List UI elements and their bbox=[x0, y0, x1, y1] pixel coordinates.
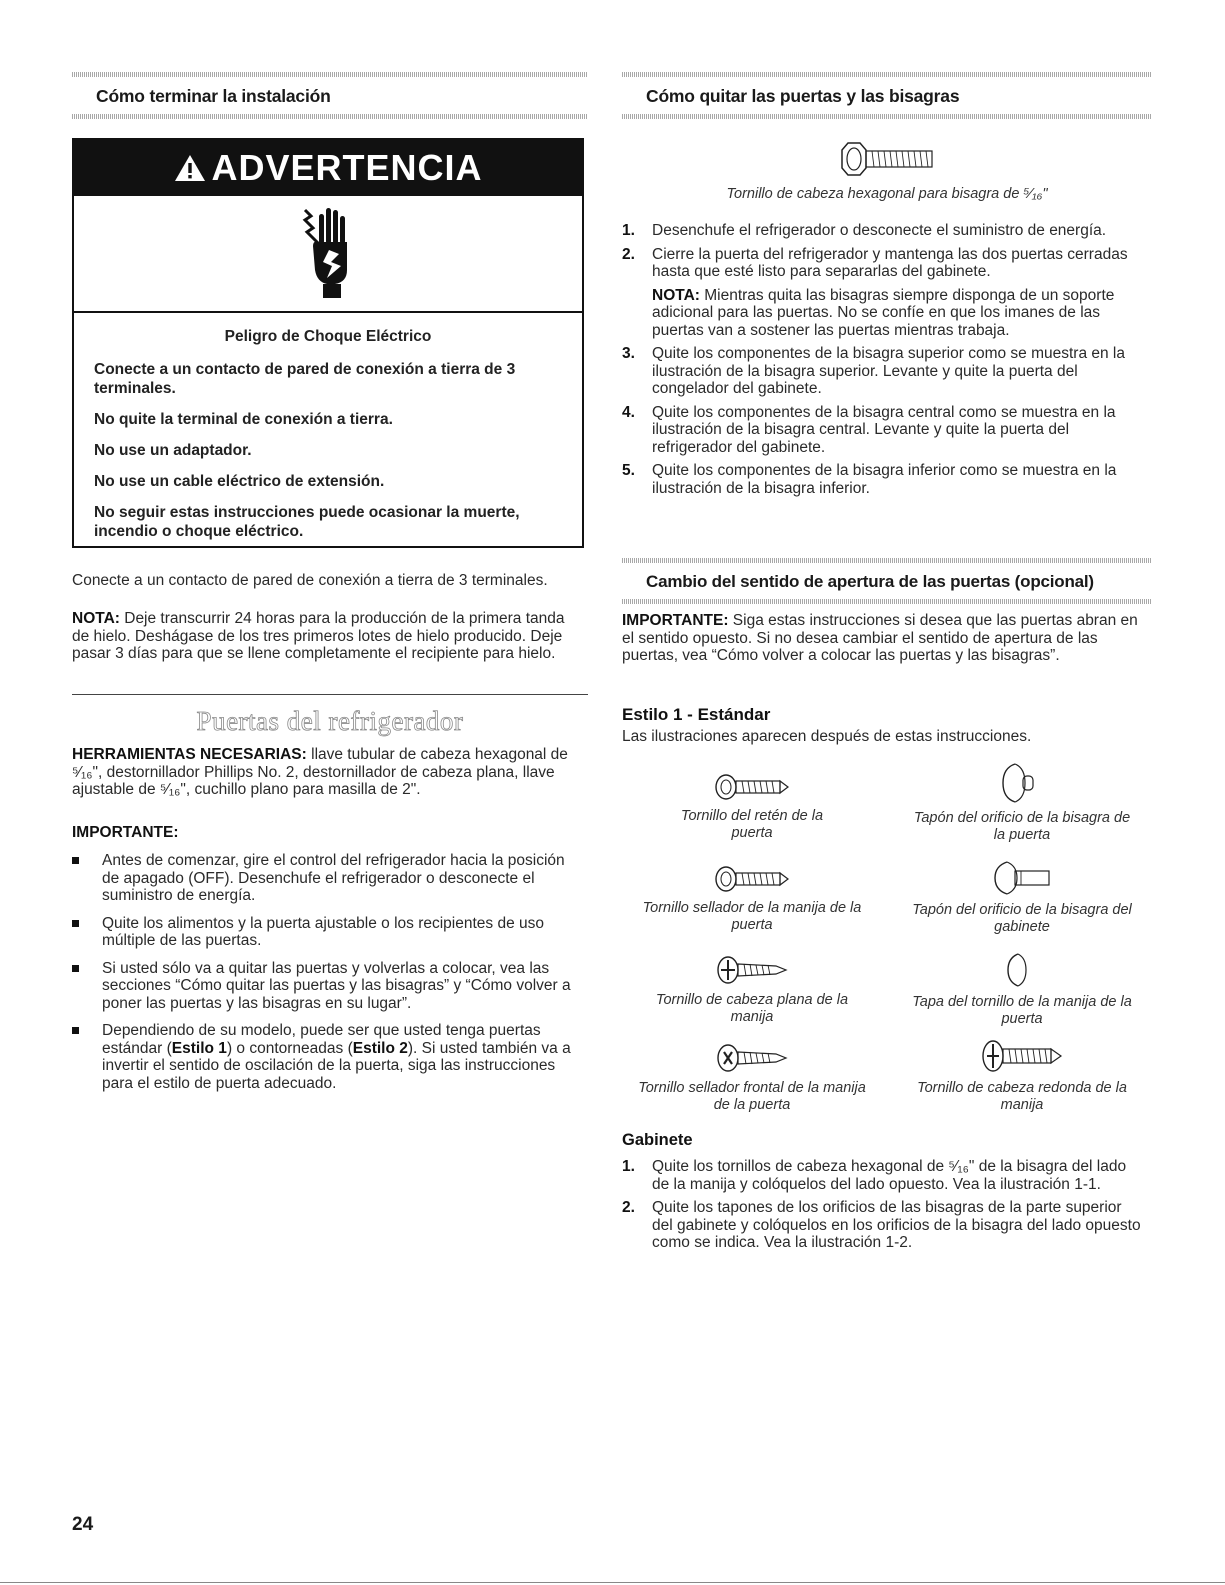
connect-text: Conecte a un contacto de pared de conexión a tierra de 3 terminales. bbox=[72, 572, 548, 589]
step-text: Desenchufe el refrigerador o desconecte el suministro de energía. bbox=[652, 222, 1107, 239]
part-door-stop-screw bbox=[622, 770, 882, 842]
list-item: Antes de comenzar, gire el control del refrigerador hacia la posición de apagado (OFF). Desenchufe el refrigerador o desconecte el suministro de energía. bbox=[72, 852, 584, 905]
warning-triangle-icon bbox=[173, 153, 207, 183]
part-door-hinge-plug bbox=[892, 760, 1152, 844]
important-label: IMPORTANTE: bbox=[622, 612, 729, 629]
list-item: Si usted sólo va a quitar las puertas y volverlas a colocar, vea las secciones “Cómo quitar las puertas y las bisagras” y “Cómo volver a poner las puertas y las bisagras en su lugar”. bbox=[72, 960, 584, 1013]
phillips-screw-icon bbox=[712, 952, 792, 988]
torx-screw-icon bbox=[712, 1040, 792, 1076]
step-text: Quite los tapones de los orificios de las bisagras de la parte superior del gabinete y colóquelos en los orificios de la bisagra del lado opuesto como se indica. Vea la ilustración 1-2. bbox=[652, 1199, 1141, 1251]
hex-bolt-icon bbox=[838, 140, 938, 178]
part-caption: Tornillo del retén de la puerta bbox=[680, 808, 824, 841]
text-span: ). Si usted también va a invertir el sentido de oscilación de la puerta, siga las instrucciones para el estilo de puerta adecuado. bbox=[102, 1039, 571, 1092]
warning-line: No seguir estas instrucciones puede ocasionar la muerte, incendio o choque eléctrico. bbox=[94, 504, 520, 540]
warning-box bbox=[72, 138, 584, 548]
section-header-finish-install bbox=[72, 72, 588, 119]
nota-label: NOTA: bbox=[652, 286, 700, 304]
part-caption: Tornillo de cabeza redonda de la manija bbox=[917, 1080, 1127, 1113]
step-note bbox=[652, 287, 1142, 340]
tools-text: llave tubular de cabeza hexagonal de ⁵⁄₁₆", destornillador Phillips No. 2, destornillador de cabeza plana, llave ajustable de ⁵⁄₁₆", cuchillo plano para masilla de 2". bbox=[72, 746, 568, 798]
list-item bbox=[622, 222, 1142, 240]
reverse-intro bbox=[622, 612, 1142, 665]
bottom-rule bbox=[0, 1582, 1225, 1583]
cabinet-title: Gabinete bbox=[622, 1131, 693, 1149]
screw-cap-icon bbox=[1002, 950, 1042, 990]
important-label: IMPORTANTE: bbox=[72, 824, 179, 841]
page-number: 24 bbox=[72, 1514, 94, 1535]
part-caption: Tornillo de cabeza plana de la manija bbox=[655, 992, 849, 1025]
step-text: Quite los componentes de la bisagra superior como se muestra en la ilustración de la bisagra superior. Levante y quite la puerta del congelador del gabinete. bbox=[652, 345, 1125, 397]
part-caption: Tapa del tornillo de la manija de la puerta bbox=[912, 994, 1132, 1027]
removal-steps bbox=[622, 222, 1142, 503]
warning-title: ADVERTENCIA bbox=[211, 147, 483, 188]
header-rule bbox=[72, 114, 588, 119]
ice-note bbox=[72, 610, 584, 663]
hole-plug-icon bbox=[987, 858, 1057, 898]
style1-label: Estilo 1 bbox=[171, 1039, 227, 1057]
part-handle-screw-cap bbox=[892, 950, 1152, 1028]
step-number: 5. bbox=[622, 462, 635, 479]
tools-label: HERRAMIENTAS NECESARIAS: bbox=[72, 746, 307, 763]
round-head-screw-icon bbox=[977, 1036, 1067, 1076]
part-handle-flat-screw bbox=[622, 952, 882, 1026]
step-text: Cierre la puerta del refrigerador y mantenga las dos puertas cerradas hasta que esté listo para separarlas del gabinete. bbox=[652, 245, 1128, 280]
list-item bbox=[72, 1022, 584, 1092]
reverse-text: Siga estas instrucciones si desea que las puertas abran en el sentido opuesto. Si no desea cambiar el sentido de apertura de las puertas, vea “Cómo volver a colocar las puertas y las bisagras”. bbox=[622, 612, 1138, 664]
section-title: Cambio del sentido de apertura de las puertas (opcional) bbox=[646, 572, 1094, 591]
text-span: Dependiendo de su modelo, puede ser que usted tenga puertas estándar ( bbox=[102, 1022, 541, 1057]
nota-text: Deje transcurrir 24 horas para la producción de la primera tanda de hielo. Deshágase de los tres primeros lotes de hielo producido. Deje pasar 3 días para que se llene completamente el recipiente para hielo. bbox=[72, 610, 565, 662]
step-number: 1. bbox=[622, 222, 635, 239]
hex-bolt-caption: Tornillo de cabeza hexagonal para bisagra de ⁵⁄₁₆" bbox=[726, 186, 1048, 202]
cabinet-steps bbox=[622, 1158, 1142, 1258]
list-item: Quite los alimentos y la puerta ajustable o los recipientes de uso múltiple de las puertas. bbox=[72, 915, 584, 950]
hole-plug-icon bbox=[997, 760, 1047, 806]
list-item bbox=[622, 1158, 1142, 1193]
screw-icon bbox=[712, 770, 792, 804]
style1-text: Las ilustraciones aparecen después de estas instrucciones. bbox=[622, 728, 1032, 745]
part-handle-round-screw bbox=[892, 1036, 1152, 1114]
warning-header bbox=[74, 140, 582, 196]
list-item bbox=[622, 345, 1142, 398]
preparation-list bbox=[72, 852, 584, 1102]
header-rule bbox=[622, 114, 1152, 119]
part-handle-sealing-screw bbox=[622, 862, 882, 934]
nota-label: NOTA: bbox=[72, 610, 120, 627]
warning-body bbox=[74, 313, 582, 541]
step-text: Quite los tornillos de cabeza hexagonal de ⁵⁄₁₆" de la bisagra del lado de la manija y colóquelos del lado opuesto. Vea la ilustración 1-1. bbox=[652, 1158, 1127, 1193]
part-caption: Tapón del orificio de la bisagra del gabinete bbox=[912, 902, 1132, 935]
step-number: 4. bbox=[622, 403, 635, 421]
section-header-reverse-doors bbox=[622, 558, 1152, 604]
list-item bbox=[622, 246, 1142, 340]
header-rule bbox=[622, 599, 1152, 604]
list-item bbox=[622, 1199, 1142, 1252]
electric-shock-hand-icon bbox=[299, 202, 359, 302]
part-caption: Tornillo sellador de la manija de la puerta bbox=[642, 900, 862, 933]
divider bbox=[72, 694, 588, 695]
step-number: 2. bbox=[622, 1199, 635, 1216]
warning-line: No quite la terminal de conexión a tierra. bbox=[94, 411, 393, 428]
step-text: Quite los componentes de la bisagra inferior como se muestra en la ilustración de la bisagra inferior. bbox=[652, 462, 1117, 497]
doors-section-title: Puertas del refrigerador bbox=[196, 706, 464, 736]
part-cabinet-hinge-plug bbox=[892, 858, 1152, 936]
section-title: Cómo quitar las puertas y las bisagras bbox=[646, 86, 960, 106]
section-title: Cómo terminar la instalación bbox=[96, 86, 331, 106]
part-handle-front-sealing-screw bbox=[622, 1040, 882, 1114]
screw-icon bbox=[712, 862, 792, 896]
warning-line: No use un adaptador. bbox=[94, 442, 252, 459]
style2-label: Estilo 2 bbox=[352, 1039, 408, 1057]
step-number: 1. bbox=[622, 1158, 635, 1175]
step-number: 3. bbox=[622, 345, 635, 362]
section-header-remove-doors bbox=[622, 72, 1152, 119]
step-number: 2. bbox=[622, 245, 635, 263]
part-caption: Tornillo sellador frontal de la manija de la puerta bbox=[638, 1080, 866, 1113]
list-item bbox=[622, 462, 1142, 497]
text-span: ) o contorneadas ( bbox=[226, 1039, 353, 1057]
step-text: Quite los componentes de la bisagra central como se muestra en la ilustración de la bisagra central. Levante y quite la puerta del refrigerador del gabinete. bbox=[652, 403, 1116, 456]
list-item bbox=[622, 404, 1142, 457]
part-caption: Tapón del orificio de la bisagra de la puerta bbox=[913, 810, 1131, 843]
warning-line: Conecte a un contacto de pared de conexión a tierra de 3 terminales. bbox=[94, 361, 516, 397]
style1-title: Estilo 1 - Estándar bbox=[622, 705, 771, 724]
hazard-label: Peligro de Choque Eléctrico bbox=[224, 328, 432, 345]
shock-hazard-area bbox=[74, 196, 582, 313]
warning-line: No use un cable eléctrico de extensión. bbox=[94, 473, 385, 490]
nota-text: Mientras quita las bisagras siempre disponga de un soporte adicional para las puertas. No se confíe en que los imanes de las puertas van a sostener las puertas mientras trabaja. bbox=[652, 286, 1115, 339]
tools-paragraph bbox=[72, 746, 584, 799]
